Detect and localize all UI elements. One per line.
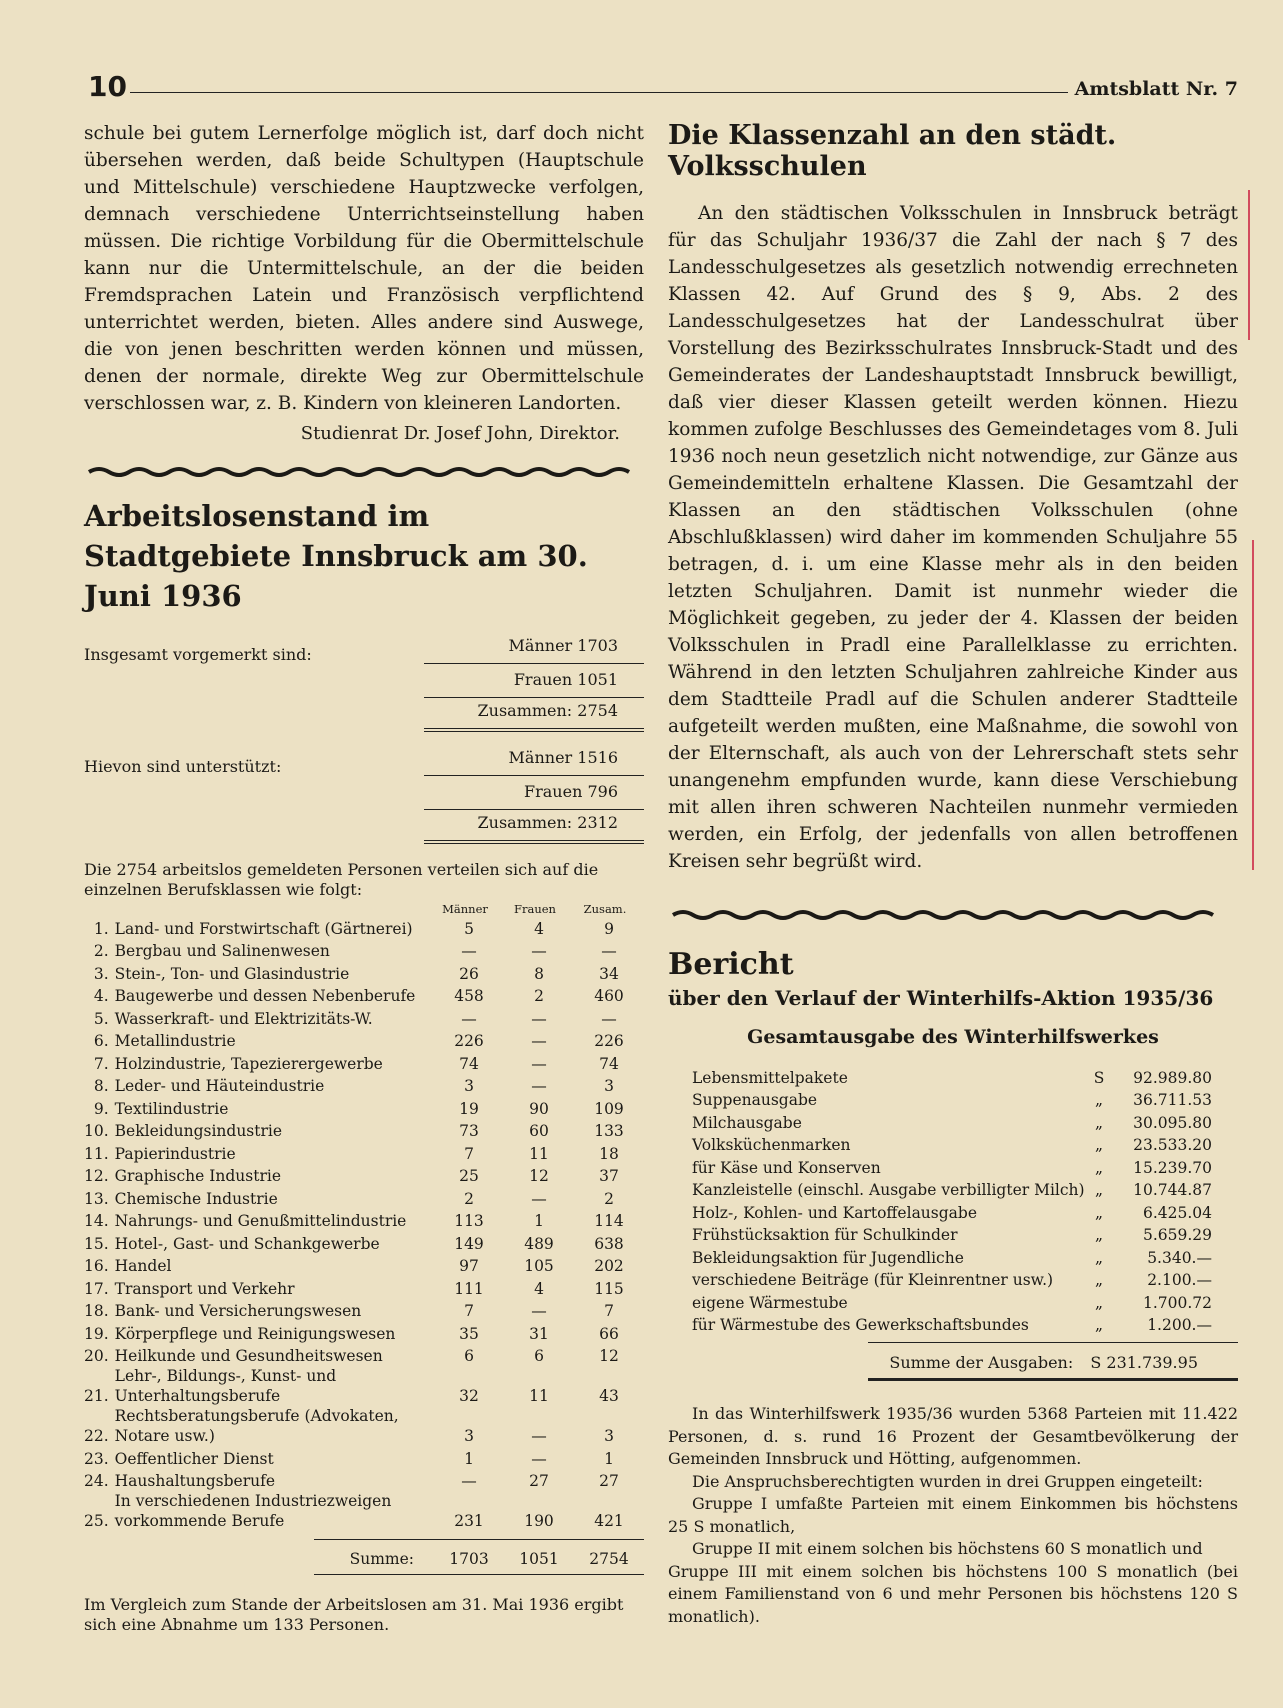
red-margin-mark-2 [1252,540,1254,870]
expense-amount: 30.095.80 [1133,1113,1212,1132]
total-women: 1051 [519,1550,559,1568]
row-men: — [461,1009,477,1028]
row-women: — [531,1189,547,1208]
row-label: Transport und Verkehr [114,1279,295,1298]
report-subtitle: über den Verlauf der Winterhilfs-Aktion 1935/36 [668,986,1214,1010]
row-label: Metallindustrie [114,1032,236,1050]
row-women: — [531,1427,547,1445]
row-men: 35 [459,1324,479,1343]
row-total: 114 [594,1212,624,1230]
expenditure-total-value: S 231.739.95 [1090,1353,1198,1372]
school-paragraph: An den städtischen Volksschulen in Innsbruck beträgt für das Schuljahr 1936/37 die Zahl der nach § 7 des Landesschulgesetzes als gesetzlich notwendig errechneten Klassen 42. Auf Grund des § 9, Abs. 2 des Landesschulgesetzes hat der Landesschulrat über Vorstellung des Bezirksschulrates Innsbruck-Stadt und des Gemeinderates der Landeshauptstadt Innsbruck bewilligt, daß vier dieser Klassen geteilt werden können. Hiezu kommen zufolge Beschlusses des Gemeindetages vom 8. Juli 1936 noch neun gesetzlich nicht notwendige, zur Gänze aus Gemeindemitteln erhaltene Klassen. Die Gesamtzahl der Klassen an den städtischen Volksschulen (ohne Abschlußklassen) wird daher im kommenden Schuljahre 55 betragen, d. i. um eine Klasse mehr als in den beiden letzten Schuljahren. Damit ist nunmehr wieder die Möglichkeit gegeben, zu jeder der 4. Klassen der beiden Volksschulen in Pradl eine Parallelklasse zu errichten. Während in den letzten Schuljahren zahlreiche Kinder aus dem Stadtteile Pradl auf die Schulen anderer Stadtteile aufgeteilt werden mußten, eine Maßnahme, die sowohl von der Elternschaft, als auch von der Lehrerschaft stets sehr unangenehm empfunden wurde, kann diese Verschiebung mit allen ihren schweren Nachteilen nunmehr vermieden werden, ein Erfolg, der jedenfalls von allen betroffenen Kreisen sehr begrüßt wird. [668,203,1238,872]
row-label: Bekleidungsindustrie [114,1122,283,1140]
row-number: 5. [93,1009,109,1028]
total-label: Summe: [349,1550,414,1568]
table-row [84,1186,644,1209]
row-number: 16. [84,1257,109,1275]
row-men: 74 [459,1054,479,1073]
row-women: 1 [534,1212,544,1230]
row-men: 1 [464,1449,474,1468]
unemployment-heading-2: Stadtgebiete Innsbruck am 30. Juni 1936 [84,539,588,613]
row-men: 3 [464,1077,474,1095]
row-total: 133 [594,1122,624,1140]
expenditure-total-label: Summe der Ausgaben: [889,1353,1074,1372]
table-row [84,1051,644,1074]
expense-row [692,1289,1232,1312]
table-row [84,1446,644,1469]
row-total: 12 [599,1347,619,1365]
expense-row [692,1132,1232,1155]
expense-amount: 92.989.80 [1133,1068,1212,1087]
row-number: 17. [84,1279,109,1298]
table-row [84,1344,644,1367]
row-men: 26 [459,964,479,983]
col-men: Männer [442,902,488,916]
row-men: — [461,942,477,960]
table-row [84,984,644,1007]
row-men: 97 [459,1257,479,1275]
row-men: 111 [454,1279,484,1298]
row-men: 5 [464,919,474,938]
closing-paragraph-5: Gruppe III mit einem solchen bis höchstens 100 S monatlich (bei einem Familienstand von 6 und mehr Personen bis höchstens 120 S monatlich). [668,1561,1238,1626]
row-total: 37 [599,1167,619,1185]
comparison-note: Im Vergleich zum Stande der Arbeitslosen am 31. Mai 1936 ergibt sich eine Abnahme um 133 Personen. [84,1595,624,1634]
row-number: 21. [84,1387,109,1405]
row-men: 7 [464,1144,474,1163]
row-women: 60 [529,1122,549,1140]
row-men: 231 [454,1512,484,1530]
continuation-paragraph: schule bei gutem Lernerfolge möglich ist, darf doch nicht übersehen werden, daß beide Schultypen (Hauptschule und Mittelschule) verschiedene Hauptzwecke verfolgen, demnach verschiedene Unterrichtseinstellung haben müssen. Die richtige Vorbildung für die Obermittelschule kann nur die Untermittelschule, an der die beiden Fremdsprachen Latein und Französisch verpflichtend unterrichtet werden, bieten. Alles andere sind Auswege, die von jenen beschritten werden können und müssen, denen der normale, direkte Weg zur Obermittelschule verschlossen war, z. B. Kindern von kleineren Landorten. [84,123,644,414]
row-total: 66 [599,1324,619,1343]
expenditure-rule [868,1342,1238,1343]
row-total: 34 [599,964,619,983]
row-women: 11 [529,1387,549,1405]
table-row [84,1006,644,1029]
table-row [84,1141,644,1164]
table-row [84,939,644,962]
table-row [84,1491,644,1531]
expense-label: für Käse und Konserven [692,1158,881,1177]
row-number: 6. [93,1032,109,1050]
row-label: Chemische Industrie [114,1189,278,1208]
row-women: 12 [529,1167,549,1185]
expense-amount: 15.239.70 [1133,1158,1212,1177]
expense-label: Frühstücksaktion für Schulkinder [692,1226,958,1244]
expense-amount: 10.744.87 [1133,1181,1212,1199]
closing-text [668,1403,1238,1628]
expense-amount: 1.700.72 [1142,1293,1212,1312]
summary-block [84,630,644,844]
expense-currency: „ [1094,1203,1104,1222]
together-total: Zusammen: 2754 [424,694,644,732]
row-men: 113 [454,1212,484,1230]
row-total: 3 [604,1077,614,1095]
row-total: 18 [599,1144,619,1163]
expense-label: verschiedene Beiträge (für Kleinrentner usw.) [692,1271,1054,1289]
row-number: 4. [93,987,109,1005]
expense-row [692,1244,1232,1267]
row-number: 14. [84,1212,109,1230]
row-number: 9. [93,1099,109,1118]
row-women: 105 [524,1257,554,1275]
row-men: 2 [464,1189,474,1208]
row-total: 43 [599,1387,619,1405]
row-total: 1 [604,1449,614,1468]
expense-currency: „ [1094,1158,1104,1177]
expense-amount: 2.100.— [1147,1271,1212,1289]
row-number: 19. [84,1324,109,1343]
row-women: 190 [524,1512,554,1530]
left-column [84,120,644,1635]
row-number: 22. [84,1427,109,1445]
distribution-intro: Die 2754 arbeitslos gemeldeten Personen verteilen sich auf die einzelnen Berufsklassen wie folgt: [84,860,599,899]
row-number: 13. [84,1189,109,1208]
row-women: — [531,1054,547,1073]
together-supported: Zusammen: 2312 [424,806,644,844]
expenditure-end-rule [868,1378,1238,1381]
expense-label: Volksküchenmarken [692,1136,851,1154]
row-label: Land- und Forstwirtschaft (Gärtnerei) [114,919,413,938]
expense-currency: „ [1094,1271,1104,1289]
row-total: 7 [604,1302,614,1320]
col-total: Zusam. [583,902,627,916]
men-total: Männer 1703 [424,629,644,664]
row-number: 24. [84,1472,109,1490]
expenditure-table [692,1064,1232,1334]
row-total: 638 [594,1234,624,1253]
row-women: 8 [534,964,544,983]
table-end-rule [314,1574,644,1575]
row-men: 19 [459,1099,479,1118]
right-column [668,120,1238,1628]
row-number: 11. [84,1144,109,1163]
expense-currency: „ [1094,1293,1104,1312]
red-margin-mark [1248,190,1250,340]
row-label: Textilindustrie [114,1099,229,1118]
row-men: — [461,1472,477,1490]
expense-label: für Wärmestube des Gewerkschaftsbundes [692,1316,1029,1334]
gazette-title: Amtsblatt Nr. 7 [1074,78,1238,100]
row-total: 226 [594,1032,624,1050]
table-row [84,1254,644,1277]
expense-label: Kanzleistelle (einschl. Ausgabe verbilligter Milch) [692,1181,1085,1199]
expense-currency: „ [1094,1316,1104,1334]
header-rule [130,92,1068,93]
expense-row [692,1109,1232,1132]
expense-row [692,1177,1232,1200]
row-label: Körperpflege und Reinigungswesen [114,1324,396,1343]
expense-label: Milchausgabe [692,1113,802,1132]
school-heading: Die Klassenzahl an den städt. Volksschulen [668,120,1117,182]
table-column-headers [84,902,644,916]
expense-label: Lebensmittelpakete [692,1068,848,1087]
row-women: 90 [529,1099,549,1118]
row-total: 202 [594,1257,624,1275]
expense-label: eigene Wärmestube [692,1293,848,1312]
expense-currency: „ [1094,1181,1104,1199]
row-label: Handel [114,1257,172,1275]
row-number: 15. [84,1234,109,1253]
row-men: 32 [459,1387,479,1405]
table-total-row [84,1550,644,1568]
signature: Studienrat Dr. Josef John, Direktor. [300,423,620,444]
report-title: Bericht [668,947,794,982]
table-row [84,961,644,984]
row-total: 2 [604,1189,614,1208]
row-total: 115 [594,1279,624,1298]
table-row [84,1096,644,1119]
row-men: 6 [464,1347,474,1365]
table-row [84,1469,644,1492]
expense-currency: „ [1094,1248,1104,1267]
table-row [84,1209,644,1232]
row-women: — [531,942,547,960]
row-label: In verschiedenen Industriezweigen vorkommende Berufe [114,1492,392,1530]
expense-amount: 5.659.29 [1142,1226,1212,1244]
row-label: Rechtsberatungsberufe (Advokaten, Notare usw.) [114,1407,399,1445]
women-supported: Frauen 796 [424,775,644,810]
row-total: 9 [604,919,614,938]
closing-paragraph-2: Die Anspruchsberechtigten wurden in drei Gruppen eingeteilt: [692,1471,1203,1491]
row-total: 421 [594,1512,624,1530]
expense-row [692,1199,1232,1222]
table-sum-rule [314,1539,644,1540]
closing-paragraph-1: In das Winterhilfswerk 1935/36 wurden 5368 Parteien mit 11.422 Personen, d. s. rund 16 Prozent der Gesamtbevölkerung der Gemeinden Innsbruck und Hötting, aufgenommen. [668,1404,1238,1468]
row-label: Oeffentlicher Dienst [114,1449,274,1468]
row-women: — [531,1302,547,1320]
expense-row [692,1154,1232,1177]
row-label: Graphische Industrie [114,1167,282,1185]
men-supported: Männer 1516 [424,741,644,776]
row-number: 25. [84,1512,109,1530]
col-women: Frauen [514,902,556,916]
row-label: Haushaltungsberufe [114,1472,275,1490]
row-total: 3 [604,1427,614,1445]
table-row [84,1366,644,1406]
table-row [84,1074,644,1097]
row-total: 460 [594,987,624,1005]
table-row [84,1164,644,1187]
row-men: 149 [454,1234,484,1253]
expenditure-total-row [668,1353,1198,1372]
expense-label: Suppenausgabe [692,1091,818,1109]
row-label: Lehr-, Bildungs-, Kunst- und Unterhaltungsberufe [114,1367,337,1405]
row-women: 11 [529,1144,549,1163]
expense-label: Holz-, Kohlen- und Kartoffelausgabe [692,1203,978,1222]
row-number: 1. [93,919,109,938]
row-total: 27 [599,1472,619,1490]
page-header [88,70,1238,104]
expense-amount: 1.200.— [1147,1316,1212,1334]
row-label: Papierindustrie [114,1144,236,1163]
row-number: 3. [93,964,109,983]
expenditure-heading: Gesamtausgabe des Winterhilfswerkes [747,1026,1159,1048]
page-number: 10 [88,70,127,103]
unemployment-heading-1: Arbeitslosenstand im [84,499,430,533]
closing-paragraph-4: Gruppe II mit einem solchen bis höchstens 60 S monatlich und [692,1539,1203,1558]
supported-label: Hievon sind unterstützt: [84,757,282,776]
row-men: 25 [459,1167,479,1185]
table-row [84,1119,644,1142]
row-women: 4 [534,919,544,938]
row-women: — [531,1449,547,1468]
row-women: 4 [534,1279,544,1298]
table-row [84,1299,644,1322]
row-number: 10. [84,1122,109,1140]
row-number: 12. [84,1167,109,1185]
row-label: Heilkunde und Gesundheitswesen [114,1347,383,1365]
expense-row [692,1064,1232,1087]
expense-label: Bekleidungsaktion für Jugendliche [692,1248,964,1267]
row-women: — [531,1009,547,1028]
row-women: 27 [529,1472,549,1490]
wave-divider [84,462,644,482]
expense-currency: „ [1094,1136,1104,1154]
table-row [84,1231,644,1254]
table-row [84,1029,644,1052]
table-row [84,1276,644,1299]
row-men: 73 [459,1122,479,1140]
row-total: 74 [599,1054,619,1073]
row-men: 3 [464,1427,474,1445]
total-label: Insgesamt vorgemerkt sind: [84,645,312,664]
closing-paragraph-3: Gruppe I umfaßte Parteien mit einem Einkommen bis höchstens 25 S monatlich, [668,1494,1238,1536]
expense-currency: „ [1094,1113,1104,1132]
expense-amount: 36.711.53 [1133,1091,1212,1109]
row-label: Leder- und Häuteindustrie [114,1077,325,1095]
row-label: Hotel-, Gast- und Schankgewerbe [114,1234,380,1253]
total-men: 1703 [449,1550,489,1568]
row-men: 7 [464,1302,474,1320]
row-label: Nahrungs- und Genußmittelindustrie [114,1212,407,1230]
row-women: 489 [524,1234,554,1253]
row-number: 8. [93,1077,109,1095]
wave-divider-right [668,905,1238,925]
row-label: Bergbau und Salinenwesen [114,942,330,960]
row-total: 109 [594,1099,624,1118]
row-women: 2 [534,987,544,1005]
row-label: Stein-, Ton- und Glasindustrie [114,964,350,983]
expense-amount: 23.533.20 [1133,1136,1212,1154]
row-number: 23. [84,1449,109,1468]
row-women: — [531,1032,547,1050]
row-label: Wasserkraft- und Elektrizitäts-W. [114,1009,373,1028]
row-total: — [601,942,617,960]
row-label: Bank- und Versicherungswesen [114,1302,362,1320]
expense-row [692,1267,1232,1290]
expense-amount: 5.340.— [1147,1248,1212,1267]
row-number: 18. [84,1302,109,1320]
table-row [84,1321,644,1344]
row-men: 226 [454,1032,484,1050]
total-all: 2754 [589,1550,629,1568]
table-row [84,916,644,939]
row-men: 458 [454,987,484,1005]
row-label: Baugewerbe und dessen Nebenberufe [114,987,416,1005]
row-women: — [531,1077,547,1095]
table-row [84,1406,644,1446]
expense-row [692,1222,1232,1245]
occupation-table [84,916,644,1531]
row-women: 6 [534,1347,544,1365]
expense-currency: S [1093,1068,1105,1087]
row-women: 31 [529,1324,549,1343]
row-number: 2. [93,942,109,960]
expense-currency: „ [1094,1091,1104,1109]
row-total: — [601,1009,617,1028]
expense-row [692,1087,1232,1110]
row-number: 20. [84,1347,109,1365]
women-total: Frauen 1051 [424,663,644,698]
row-label: Holzindustrie, Tapezierergewerbe [114,1054,383,1073]
row-number: 7. [93,1054,109,1073]
expense-currency: „ [1094,1226,1104,1244]
expense-amount: 6.425.04 [1142,1203,1212,1222]
expense-row [692,1312,1232,1335]
